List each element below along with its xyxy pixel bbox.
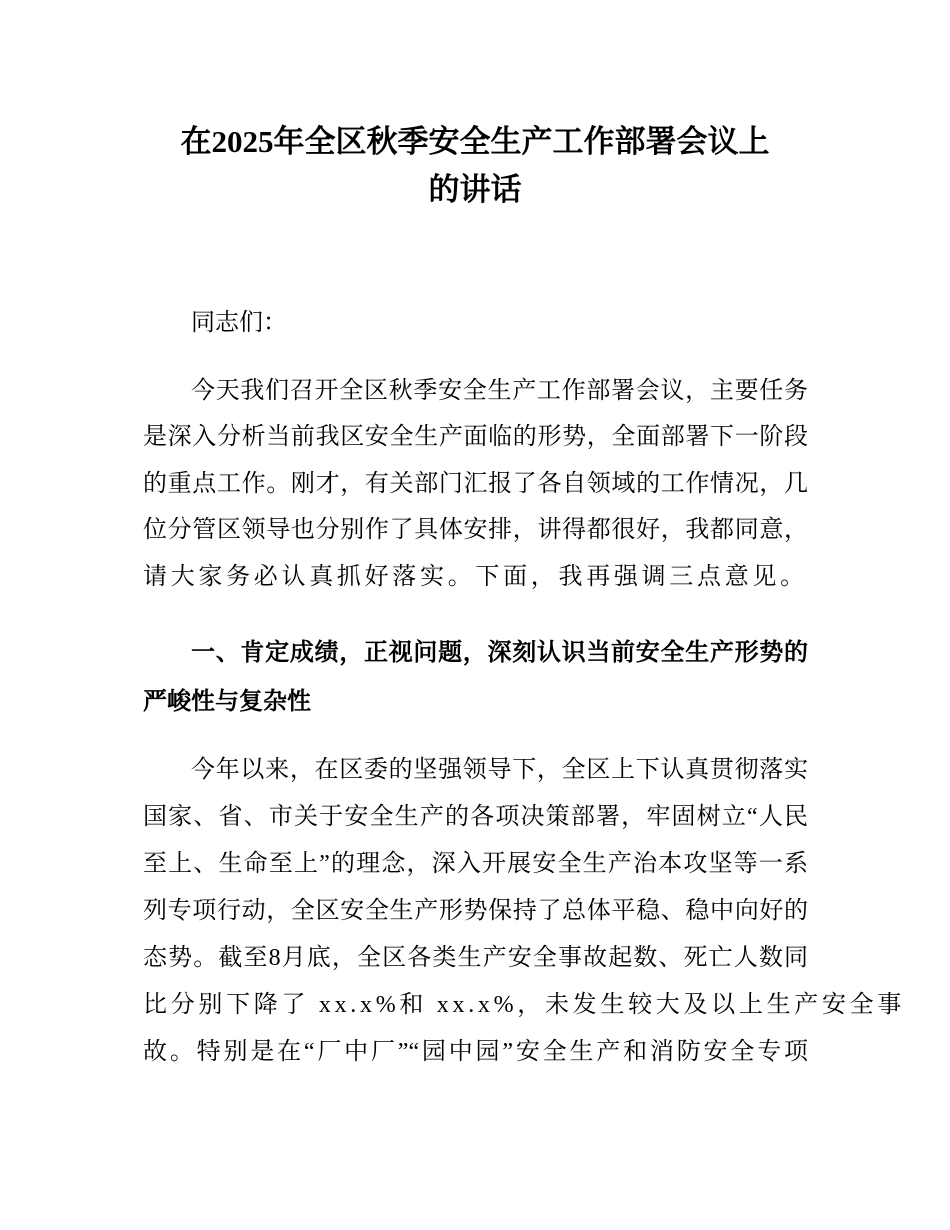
document-title-line-2: 的讲话 (428, 172, 522, 207)
document-title-line-1: 在2025年全区秋季安全生产工作部署会议上 (180, 124, 770, 159)
paragraph-line: 比分别下降了 xx.x%和 xx.x%，未发生较大及以上生产安全事 (143, 992, 906, 1018)
paragraph-line: 请大家务必认真抓好落实。下面，我再强调三点意见。 (143, 564, 808, 590)
paragraph-line: 今年以来，在区委的坚强领导下，全区上下认真贯彻落实 (191, 757, 808, 783)
section-heading-line: 严峻性与复杂性 (143, 689, 311, 715)
paragraph-line: 态势。截至8月底，全区各类生产安全事故起数、死亡人数同 (143, 945, 808, 971)
paragraph-line: 至上、生命至上”的理念，深入开展安全生产治本攻坚等一系 (143, 851, 808, 877)
paragraph-line: 故。特别是在“厂中厂”“园中园”安全生产和消防安全专项 (143, 1039, 808, 1065)
paragraph-line: 是深入分析当前我区安全生产面临的形势，全面部署下一阶段 (143, 424, 808, 450)
paragraph-line: 的重点工作。刚才，有关部门汇报了各自领域的工作情况，几 (143, 471, 808, 497)
salutation: 同志们： (191, 310, 287, 336)
paragraph-line: 国家、省、市关于安全生产的各项决策部署，牢固树立“人民 (143, 804, 808, 830)
section-heading-line: 一、肯定成绩，正视问题，深刻认识当前安全生产形势的 (191, 640, 808, 666)
paragraph-line: 今天我们召开全区秋季安全生产工作部署会议，主要任务 (191, 378, 808, 404)
paragraph-line: 位分管区领导也分别作了具体安排，讲得都很好，我都同意， (143, 517, 808, 543)
paragraph-line: 列专项行动，全区安全生产形势保持了总体平稳、稳中向好的 (143, 898, 808, 924)
